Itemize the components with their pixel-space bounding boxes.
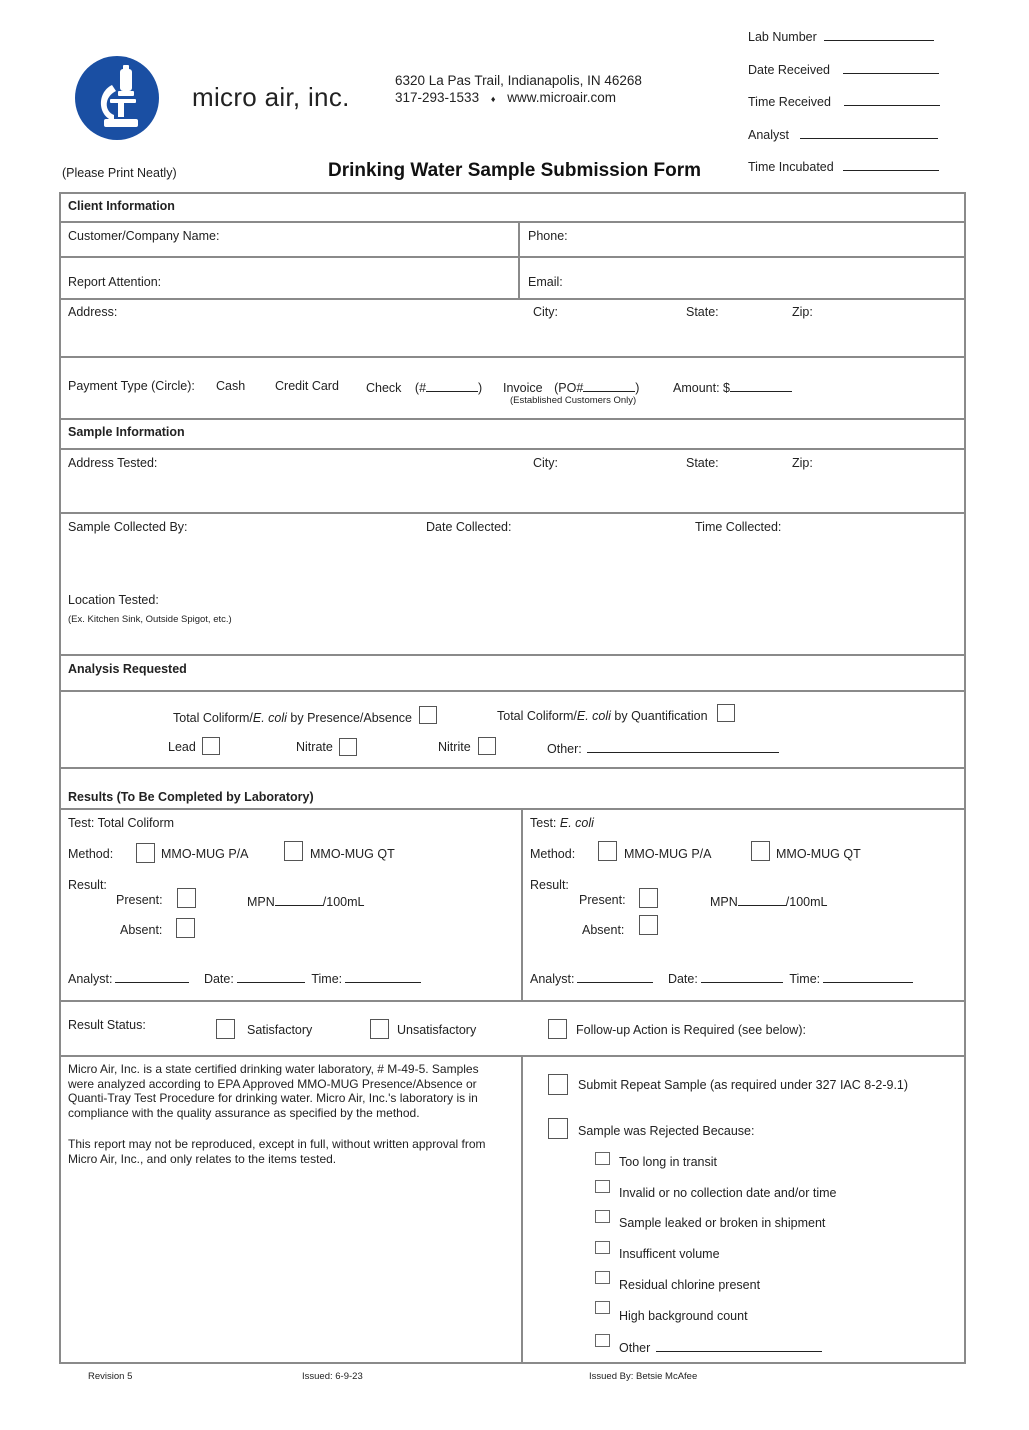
time-received-label: Time Received	[748, 95, 831, 109]
sample-state-field[interactable]: State:	[686, 456, 719, 470]
pa-checkbox[interactable]	[419, 706, 437, 724]
payment-type-label: Payment Type (Circle):	[68, 379, 195, 393]
report-attention-field[interactable]: Report Attention:	[68, 275, 162, 289]
ec-test-label	[530, 816, 594, 830]
nitrite-checkbox[interactable]	[478, 737, 496, 755]
unsatisfactory-checkbox[interactable]	[370, 1019, 389, 1039]
certification-paragraph-1: Micro Air, Inc. is a state certified drinking water laboratory, # M-49-5. Samples were analyzed according to EPA Approved MMO-MUG Presence/Absence or Quanti-Tray Test Procedure for drinking water. Micro Air, Inc.'s laboratory is in compliance with the quality assurance as specified by the method.	[68, 1062, 479, 1120]
ec-present-label: Present:	[579, 893, 626, 907]
reason-label: Other	[619, 1341, 651, 1355]
ec-mmo-qt-label: MMO-MUG QT	[776, 847, 861, 861]
footer-issued-by: Issued By: Betsie McAfee	[589, 1371, 698, 1382]
reason-label: Residual chlorine present	[619, 1278, 761, 1292]
repeat-sample-label: Submit Repeat Sample (as required under 327 IAC 8-2-9.1)	[578, 1078, 909, 1092]
lead-label: Lead	[168, 740, 196, 754]
lead-checkbox[interactable]	[202, 737, 220, 755]
date-collected-field[interactable]: Date Collected:	[426, 520, 512, 534]
check-number-label: (#	[414, 381, 427, 395]
email-field[interactable]: Email:	[528, 275, 563, 289]
pa-ecoli: E. coli	[252, 711, 287, 725]
tc-present-label: Present:	[116, 893, 163, 907]
tc-result-label: Result:	[68, 878, 107, 892]
city-field[interactable]: City:	[533, 305, 558, 319]
quant-option-label	[497, 709, 708, 723]
pa-prefix: Total Coliform/	[173, 711, 253, 725]
time-collected-field[interactable]: Time Collected:	[695, 520, 782, 534]
form-title: Drinking Water Sample Submission Form	[328, 160, 702, 181]
tc-mpn-label: MPN	[247, 895, 275, 909]
reason-label: Too long in transit	[619, 1155, 717, 1169]
reason-checkbox[interactable]	[595, 1241, 610, 1254]
tc-mpn-unit: /100mL	[322, 895, 365, 909]
tc-absent-label: Absent:	[120, 923, 163, 937]
company-website: www.microair.com	[507, 90, 616, 105]
pa-option-label	[173, 711, 412, 725]
invoice-label: Invoice	[503, 381, 543, 395]
time-received-field[interactable]	[748, 93, 940, 109]
company-contact	[395, 90, 616, 105]
sample-zip-field[interactable]: Zip:	[792, 456, 813, 470]
microscope-icon	[74, 55, 160, 141]
reason-checkbox[interactable]	[595, 1271, 610, 1284]
reason-label: Invalid or no collection date and/or time	[619, 1186, 837, 1200]
client-info-heading: Client Information	[68, 199, 175, 213]
payment-credit-card[interactable]: Credit Card	[275, 379, 339, 393]
ec-analyst-label: Analyst:	[530, 972, 575, 986]
repeat-sample-checkbox[interactable]	[548, 1074, 568, 1095]
tc-absent-checkbox[interactable]	[176, 918, 195, 938]
result-status-label: Result Status:	[68, 1018, 146, 1032]
ec-mpn-field[interactable]	[710, 893, 827, 909]
ec-mmo-qt-checkbox[interactable]	[751, 841, 770, 861]
tc-signoff[interactable]	[68, 970, 421, 986]
footer-revision: Revision 5	[88, 1371, 133, 1382]
collected-by-field[interactable]: Sample Collected By:	[68, 520, 188, 534]
tc-test-label: Test: Total Coliform	[68, 816, 175, 830]
address-tested-field[interactable]: Address Tested:	[68, 456, 158, 470]
rejected-checkbox[interactable]	[548, 1118, 568, 1139]
nitrate-checkbox[interactable]	[339, 738, 357, 756]
ec-signoff[interactable]	[530, 970, 913, 986]
ec-method-label: Method:	[530, 847, 576, 861]
reason-checkbox[interactable]	[595, 1180, 610, 1193]
ec-mmo-pa-label: MMO-MUG P/A	[624, 847, 712, 861]
reason-checkbox[interactable]	[595, 1334, 610, 1347]
sample-city-field[interactable]: City:	[533, 456, 558, 470]
ec-test-prefix: Test:	[530, 816, 560, 830]
location-tested-field[interactable]: Location Tested:	[68, 593, 159, 607]
lab-number-field[interactable]	[748, 28, 934, 44]
ec-date-label: Date:	[667, 972, 698, 986]
tc-date-label: Date:	[203, 972, 234, 986]
ec-mpn-label: MPN	[710, 895, 738, 909]
nitrite-label: Nitrite	[438, 740, 471, 754]
tc-analyst-label: Analyst:	[68, 972, 113, 986]
tc-mmo-qt-checkbox[interactable]	[284, 841, 303, 861]
tc-mmo-pa-checkbox[interactable]	[136, 843, 155, 863]
sample-info-heading: Sample Information	[68, 425, 185, 439]
followup-checkbox[interactable]	[548, 1019, 567, 1039]
analyst-field[interactable]	[748, 126, 938, 142]
reason-label: Sample leaked or broken in shipment	[619, 1216, 826, 1230]
check-close-paren: )	[478, 381, 483, 395]
satisfactory-label: Satisfactory	[247, 1023, 313, 1037]
reason-other-field[interactable]	[619, 1339, 822, 1355]
payment-invoice[interactable]	[503, 379, 639, 395]
tc-present-checkbox[interactable]	[177, 888, 196, 908]
analyst-label: Analyst	[748, 128, 789, 142]
followup-label: Follow-up Action is Required (see below):	[576, 1023, 806, 1037]
invoice-close-paren: )	[635, 381, 640, 395]
reason-label: Insufficent volume	[619, 1247, 720, 1261]
quant-prefix: Total Coliform/	[497, 709, 577, 723]
tc-method-label: Method:	[68, 847, 114, 861]
results-heading: Results (To Be Completed by Laboratory)	[68, 790, 314, 804]
ec-absent-label: Absent:	[582, 923, 625, 937]
tc-time-label: Time:	[311, 972, 343, 986]
ec-result-label: Result:	[530, 878, 569, 892]
time-incubated-field[interactable]	[748, 158, 939, 174]
quant-checkbox[interactable]	[717, 704, 735, 722]
ec-test-name: E. coli	[559, 816, 594, 830]
company-phone: 317-293-1533	[395, 90, 480, 105]
payment-check[interactable]	[366, 379, 482, 395]
ec-present-checkbox[interactable]	[639, 888, 658, 908]
po-label: (PO#	[554, 381, 584, 395]
certification-paragraph-2: This report may not be reproduced, except in full, without written approval from Micro Air, Inc., and only relates to the items tested.	[68, 1137, 486, 1166]
time-incubated-label: Time Incubated	[748, 160, 834, 174]
other-analysis-field[interactable]	[547, 740, 779, 756]
separator-icon: ♦	[490, 94, 496, 104]
analysis-heading: Analysis Requested	[68, 662, 187, 676]
date-received-label: Date Received	[748, 63, 830, 77]
address-field[interactable]: Address:	[68, 305, 118, 319]
reason-checkbox[interactable]	[595, 1152, 610, 1165]
tc-mmo-pa-label: MMO-MUG P/A	[161, 847, 249, 861]
unsatisfactory-label: Unsatisfactory	[397, 1023, 477, 1037]
zip-field[interactable]: Zip:	[792, 305, 813, 319]
footer-issued: Issued: 6-9-23	[302, 1371, 363, 1382]
ec-mmo-pa-checkbox[interactable]	[598, 841, 617, 861]
ec-time-label: Time:	[789, 972, 821, 986]
established-note: (Established Customers Only)	[510, 395, 637, 406]
quant-suffix: by Quantification	[610, 709, 708, 723]
amount-label: Amount: $	[673, 381, 730, 395]
print-note: (Please Print Neatly)	[62, 166, 177, 180]
amount-field[interactable]	[673, 379, 792, 395]
tc-mmo-qt-label: MMO-MUG QT	[310, 847, 395, 861]
lab-number-label: Lab Number	[748, 30, 817, 44]
logo	[74, 55, 160, 141]
location-example: (Ex. Kitchen Sink, Outside Spigot, etc.)	[68, 614, 232, 625]
ec-mpn-unit: /100mL	[785, 895, 828, 909]
rejected-label: Sample was Rejected Because:	[578, 1124, 755, 1138]
check-label: Check	[366, 381, 402, 395]
pa-suffix: by Presence/Absence	[286, 711, 413, 725]
state-field[interactable]: State:	[686, 305, 719, 319]
reason-checkbox[interactable]	[595, 1210, 610, 1223]
satisfactory-checkbox[interactable]	[216, 1019, 235, 1039]
ec-absent-checkbox[interactable]	[639, 915, 658, 935]
customer-name-field[interactable]: Customer/Company Name:	[68, 229, 220, 243]
payment-cash[interactable]: Cash	[216, 379, 246, 393]
company-name: micro air, inc.	[192, 82, 350, 112]
reason-label: High background count	[619, 1309, 748, 1323]
tc-mpn-field[interactable]	[247, 893, 364, 909]
reason-checkbox[interactable]	[595, 1301, 610, 1314]
nitrate-label: Nitrate	[296, 740, 333, 754]
company-address: 6320 La Pas Trail, Indianapolis, IN 46268	[395, 73, 642, 88]
date-received-field[interactable]	[748, 61, 939, 77]
phone-field[interactable]: Phone:	[528, 229, 568, 243]
quant-ecoli: E. coli	[576, 709, 611, 723]
other-analysis-label: Other:	[547, 742, 582, 756]
